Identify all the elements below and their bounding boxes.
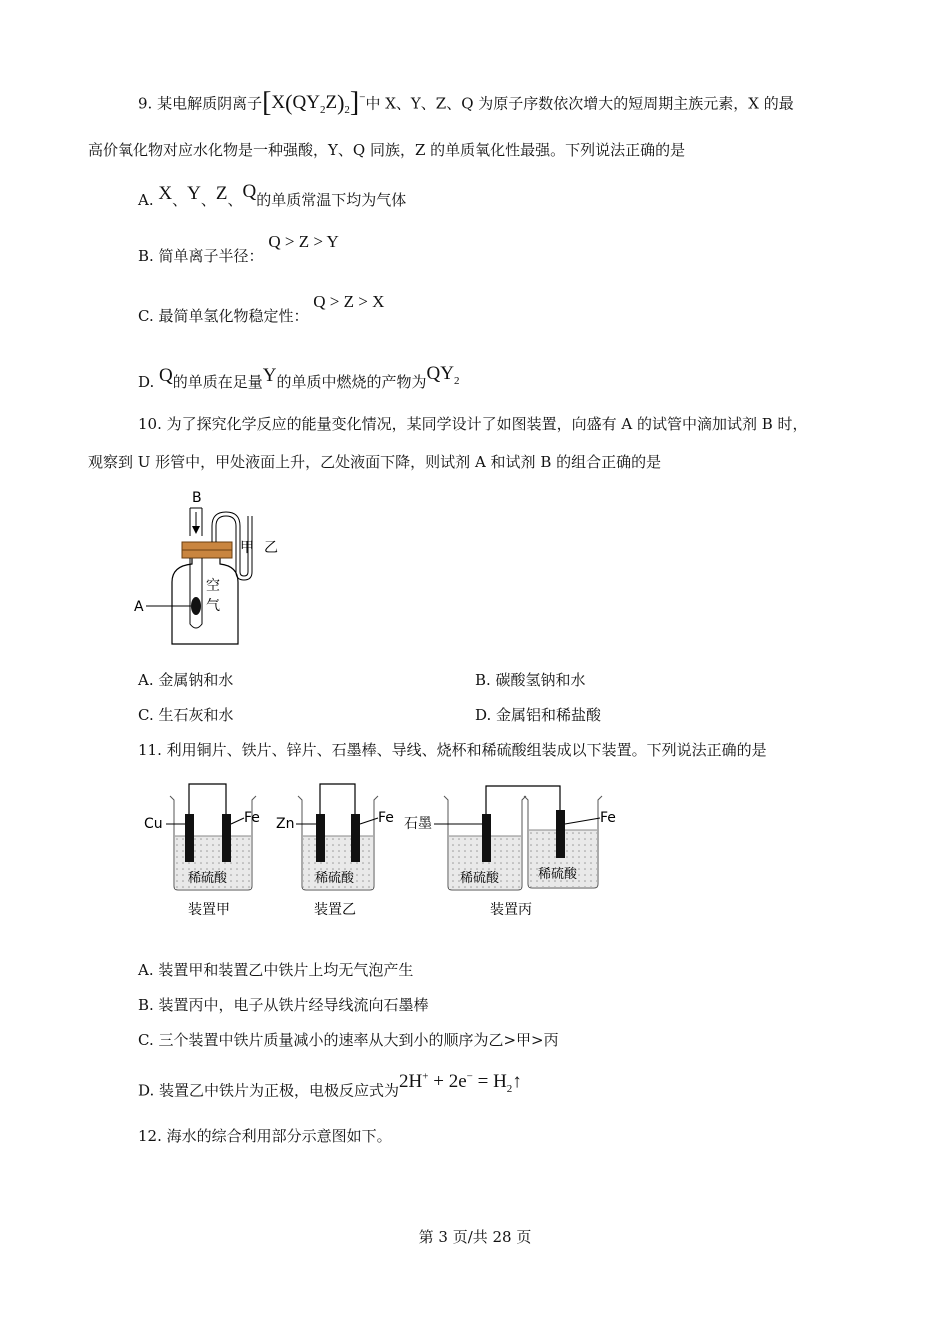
q10-option-d: D. 金属铝和稀盐酸 bbox=[475, 706, 602, 724]
q9-option-b: B. 简单离子半径： Q > Z > Y bbox=[138, 232, 339, 265]
q9-stem-line1 bbox=[138, 88, 794, 120]
label-fe-1: Fe bbox=[244, 810, 260, 826]
q10-option-a: A. 金属钠和水 bbox=[138, 671, 234, 689]
device-yi bbox=[276, 784, 394, 918]
label-fe-2: Fe bbox=[378, 810, 394, 826]
q11-option-d: D. 装置乙中铁片为正极，电极反应式为$2H^+ + 2e^- = H_2↑$ bbox=[138, 1071, 522, 1100]
q9-suffix: 中 X、Y、Z、Q 为原子序数依次增大的短周期主族元素，X 的最 bbox=[365, 94, 794, 113]
anion-formula: $[X(QY_2Z)_2]^-$ bbox=[262, 87, 366, 119]
q10-stem-line2: 观察到 U 形管中，甲处液面上升，乙处液面下降，则试剂 A 和试剂 B 的组合正确的是 bbox=[88, 453, 662, 471]
q10-apparatus-figure bbox=[128, 486, 298, 652]
page-footer: 第 3 页/共 28 页 bbox=[418, 1228, 532, 1246]
q11-devices-figure bbox=[138, 770, 638, 930]
label-graphite: 石墨 bbox=[404, 816, 432, 832]
label-cu: Cu bbox=[144, 816, 163, 832]
q12-stem: 12. 海水的综合利用部分示意图如下。 bbox=[138, 1127, 392, 1145]
device-bing bbox=[404, 786, 616, 918]
q10-option-c: C. 生石灰和水 bbox=[138, 706, 234, 724]
label-acid-3: 稀硫酸 bbox=[460, 871, 500, 886]
q11-option-a: A. 装置甲和装置乙中铁片上均无气泡产生 bbox=[138, 961, 414, 979]
q10-option-b: B. 碳酸氢钠和水 bbox=[475, 671, 586, 689]
device-jia bbox=[144, 784, 260, 918]
label-fe-3: Fe bbox=[600, 810, 616, 826]
q9-stem-line2: 高价氧化物对应水化物是一种强酸，Y、Q 同族，Z 的单质氧化性最强。下列说法正确的是 bbox=[88, 141, 686, 159]
q9-option-d: D. Q的单质在足量Y的单质中燃烧的产物为$QY_2$ bbox=[138, 363, 460, 391]
label-zn: Zn bbox=[276, 816, 295, 832]
q11-option-c: C. 三个装置中铁片质量减小的速率从大到小的顺序为乙>甲>丙 bbox=[138, 1031, 559, 1049]
label-acid-2: 稀硫酸 bbox=[315, 871, 355, 886]
label-acid-1: 稀硫酸 bbox=[188, 871, 228, 886]
label-a: A bbox=[134, 599, 144, 615]
label-acid-4: 稀硫酸 bbox=[538, 867, 578, 882]
label-device-bing: 装置丙 bbox=[490, 902, 532, 918]
label-jia: 甲 bbox=[240, 540, 254, 556]
label-kong: 空 bbox=[206, 578, 220, 594]
q9-option-a: A. X、Y、Z、Q的单质常温下均为气体 bbox=[138, 181, 407, 209]
q11-stem: 11. 利用铜片、铁片、锌片、石墨棒、导线、烧杯和稀硫酸组装成以下装置。下列说法正确的是 bbox=[138, 741, 767, 759]
label-device-yi: 装置乙 bbox=[314, 902, 356, 918]
label-yi: 乙 bbox=[264, 540, 278, 556]
q9-prefix: 9. 某电解质阴离子 bbox=[138, 94, 263, 113]
label-device-jia: 装置甲 bbox=[188, 902, 230, 918]
electrode-equation: $2H^+ + 2e^- = H_2↑$ bbox=[399, 1071, 522, 1096]
q11-option-b: B. 装置丙中，电子从铁片经导线流向石墨棒 bbox=[138, 996, 429, 1014]
q9-option-c: C. 最简单氢化物稳定性： Q > Z > X bbox=[138, 292, 385, 325]
q10-stem-line1: 10. 为了探究化学反应的能量变化情况，某同学设计了如图装置，向盛有 A 的试管中滴加试剂 B 时， bbox=[138, 415, 808, 433]
label-qi: 气 bbox=[206, 598, 220, 614]
label-b: B bbox=[192, 490, 202, 506]
